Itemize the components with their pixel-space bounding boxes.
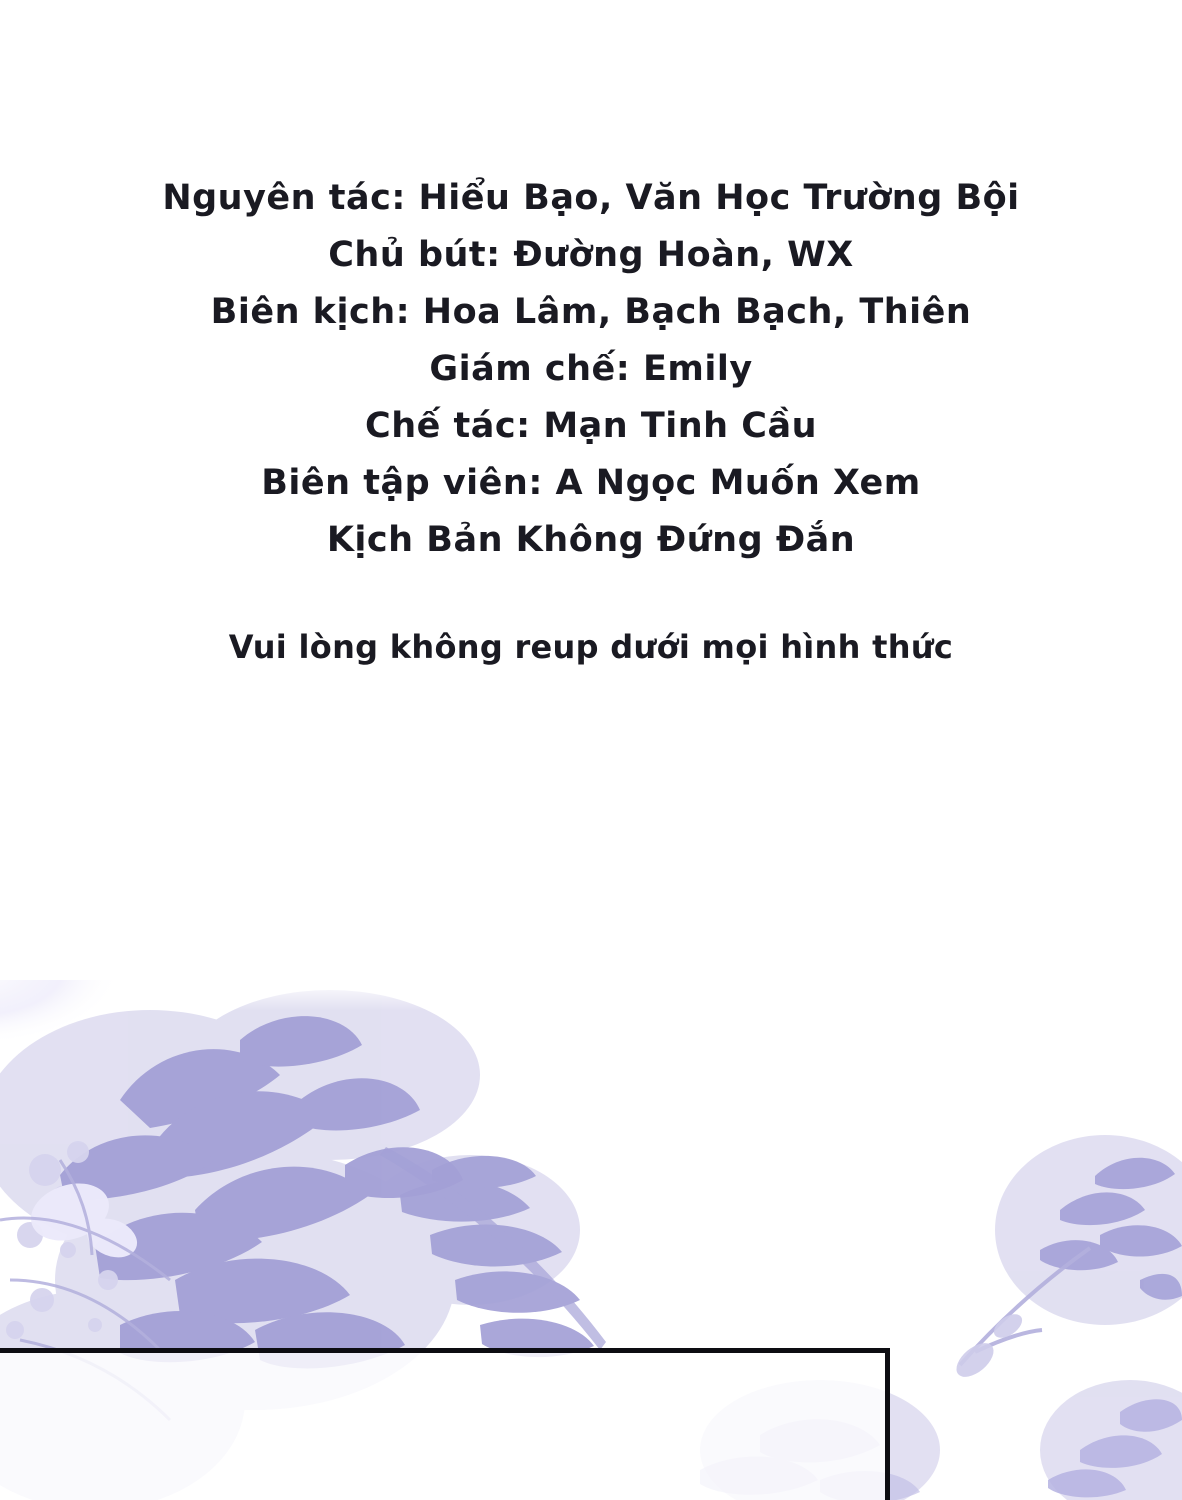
credit-line-supervisor: Giám chế: Emily	[429, 349, 753, 389]
reupload-notice: Vui lòng không reup dưới mọi hình thức	[228, 628, 954, 666]
bottom-panel-frame	[0, 1348, 890, 1500]
credit-line-production: Chế tác: Mạn Tinh Cầu	[365, 406, 817, 446]
credit-line-original-author: Nguyên tác: Hiểu Bạo, Văn Học Trường Bội	[162, 178, 1020, 218]
credit-line-editor: Biên tập viên: A Ngọc Muốn Xem	[261, 463, 921, 503]
credit-line-writer: Chủ bút: Đường Hoàn, WX	[328, 235, 854, 275]
credits-block	[0, 170, 1182, 569]
bottom-panel-inner	[0, 1353, 885, 1500]
credit-line-screenwriter: Biên kịch: Hoa Lâm, Bạch Bạch, Thiên	[210, 292, 972, 332]
credit-line-script-team: Kịch Bản Không Đứng Đắn	[326, 520, 856, 560]
